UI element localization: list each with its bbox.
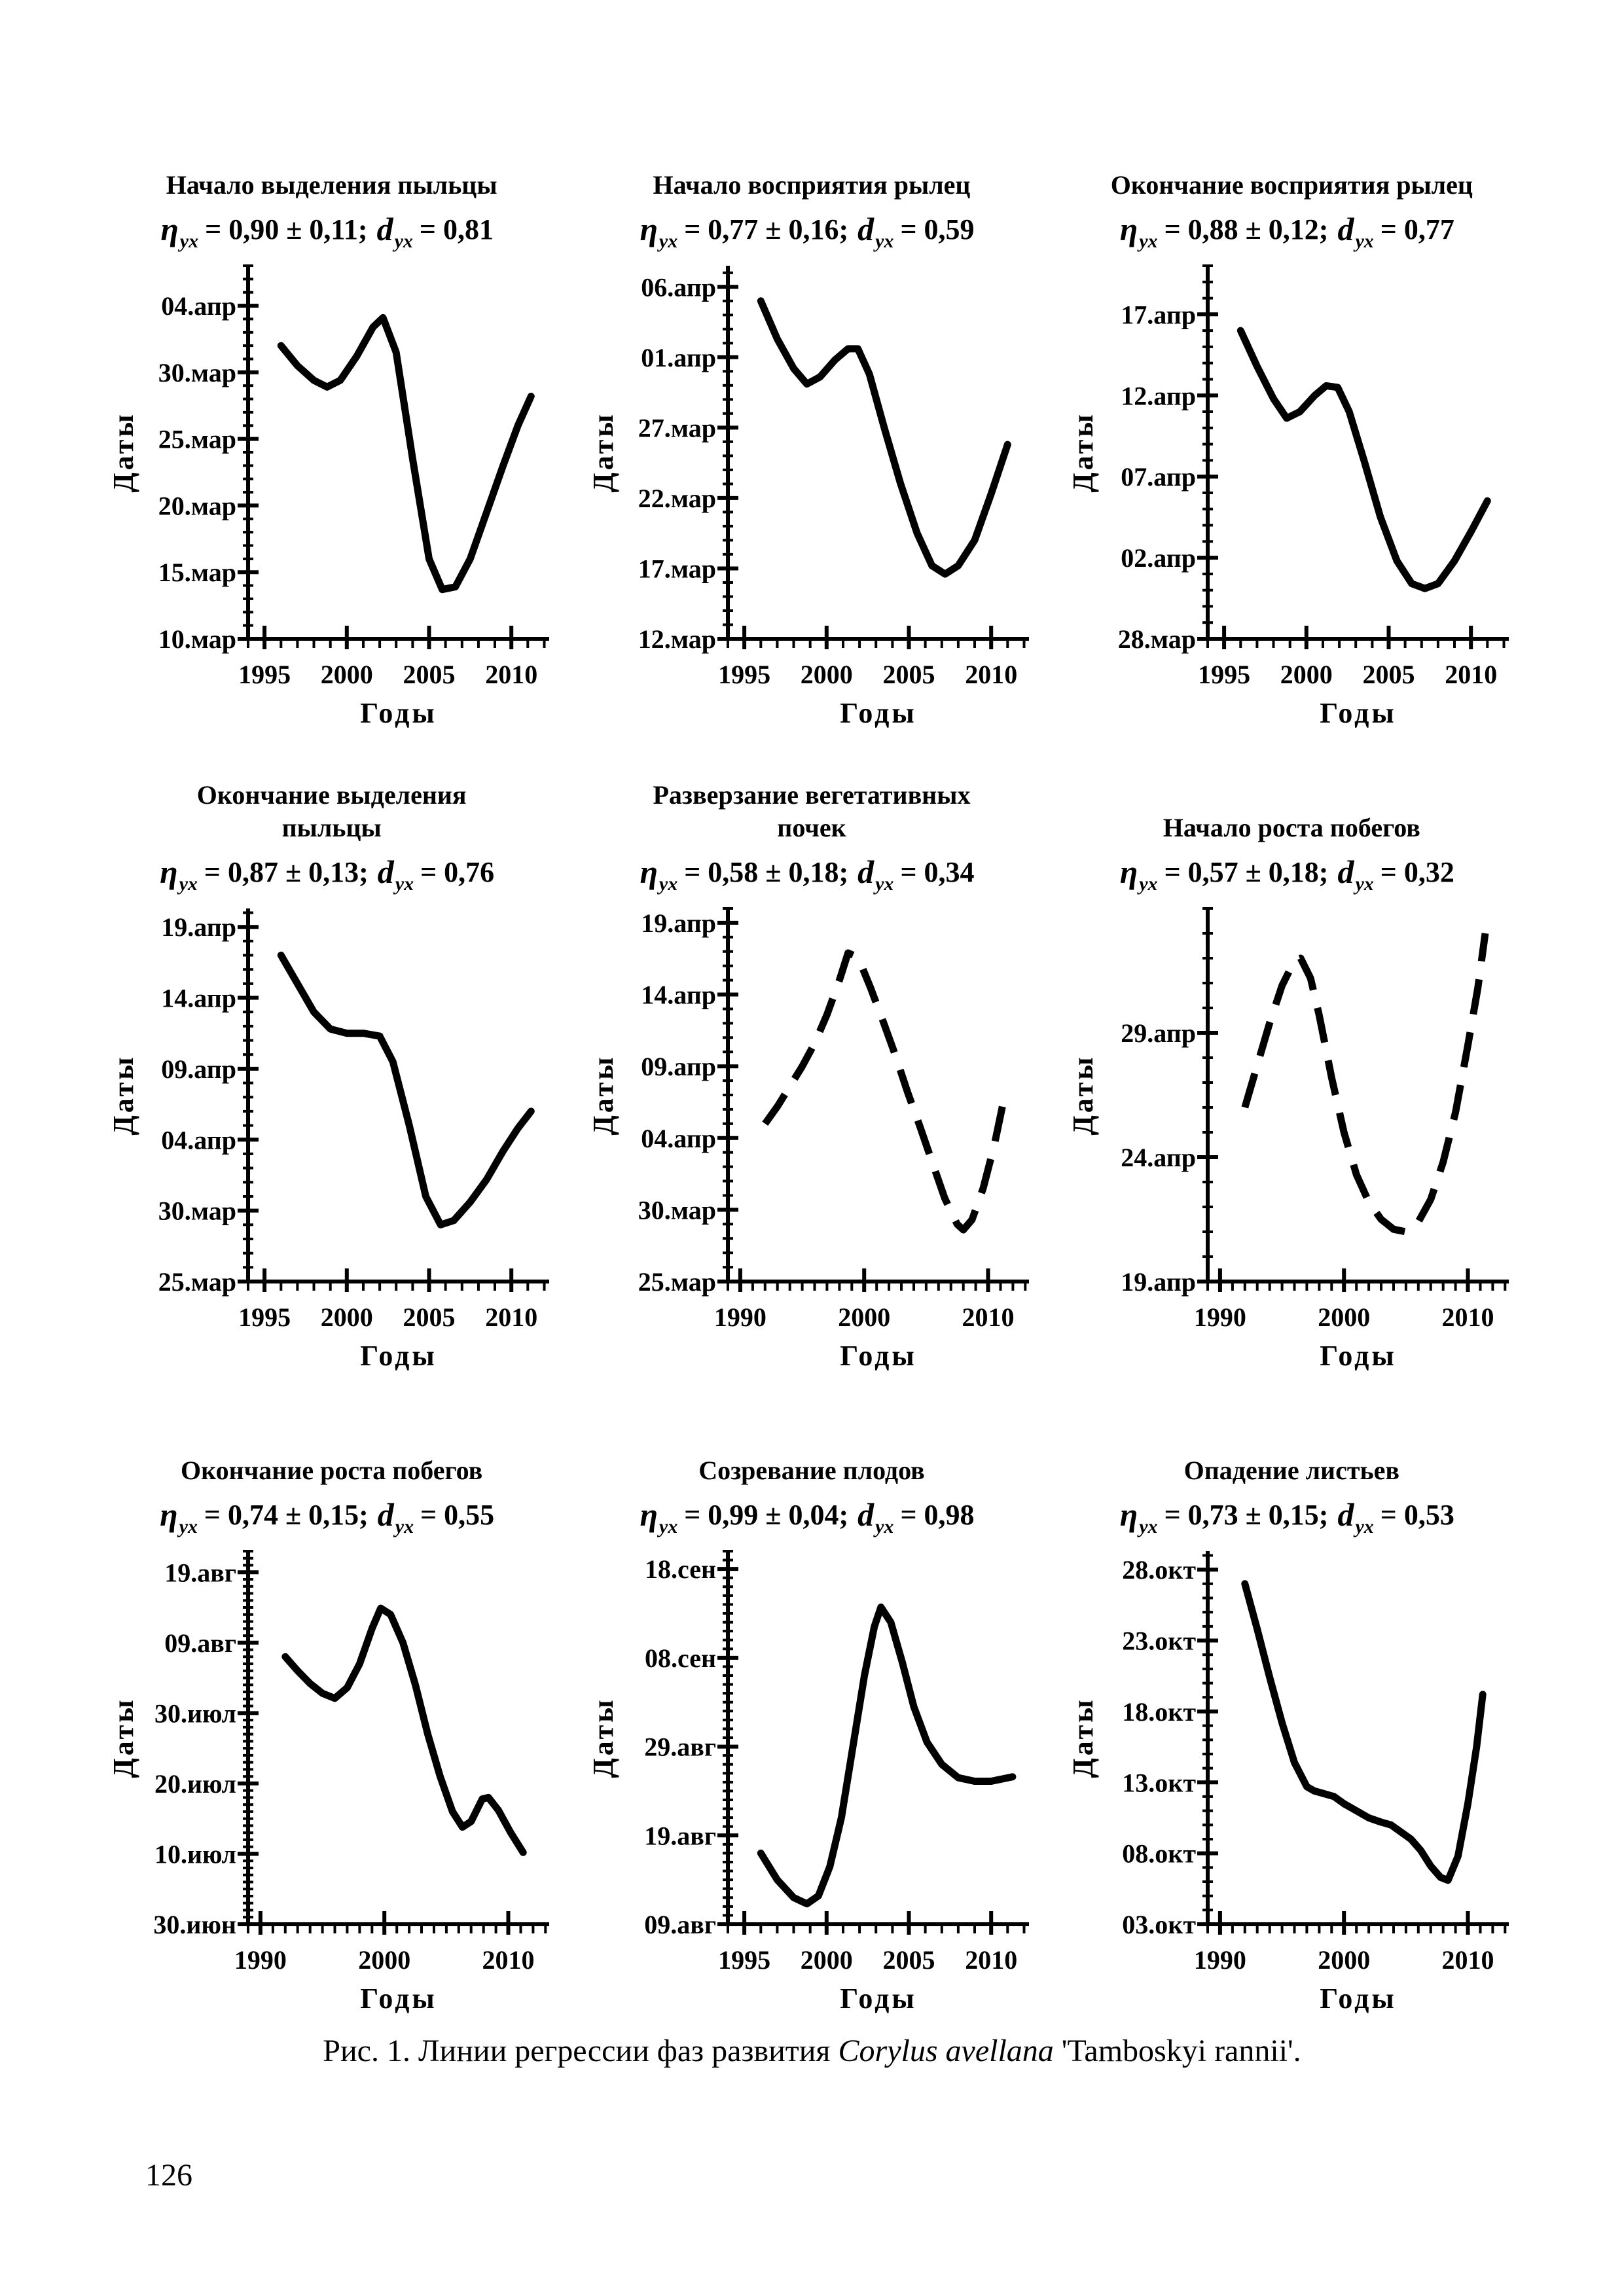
svg-text:1995: 1995	[718, 1945, 771, 1975]
svg-text:03.окт: 03.окт	[1122, 1910, 1197, 1939]
d-symbol: d	[1337, 853, 1354, 890]
eta-value: = 0,73 ± 0,15;	[1164, 1498, 1329, 1531]
svg-text:2000: 2000	[800, 660, 853, 689]
eta-subscript: yx	[1139, 873, 1158, 895]
svg-text:2010: 2010	[1441, 1945, 1494, 1975]
d-value: = 0,98	[900, 1498, 975, 1531]
d-value: = 0,76	[420, 855, 495, 888]
d-subscript: yx	[1355, 873, 1374, 895]
chart-plot	[103, 1542, 561, 2013]
eta-symbol: η	[1119, 853, 1138, 890]
svg-text:29.апр: 29.апр	[1121, 1018, 1197, 1048]
svg-text:30.июн: 30.июн	[153, 1910, 236, 1939]
svg-text:29.авг: 29.авг	[644, 1732, 716, 1762]
svg-text:1995: 1995	[238, 1302, 291, 1332]
svg-text:30.мар: 30.мар	[158, 1196, 236, 1226]
chart-stats	[160, 844, 503, 899]
chart-stats	[160, 202, 503, 257]
svg-text:Годы: Годы	[1320, 1982, 1398, 2013]
svg-text:30.июл: 30.июл	[154, 1698, 236, 1729]
svg-text:Даты: Даты	[1067, 412, 1100, 493]
svg-text:09.авг: 09.авг	[644, 1910, 716, 1939]
svg-text:22.мар: 22.мар	[638, 483, 716, 513]
chart-panel	[578, 1416, 1045, 2013]
eta-value: = 0,99 ± 0,04;	[684, 1498, 849, 1531]
svg-text:19.апр: 19.апр	[641, 908, 716, 938]
chart-panel	[1058, 1416, 1525, 2013]
chart-title: Разверзание вегетативных почек	[653, 780, 971, 842]
svg-text:2000: 2000	[1318, 1945, 1371, 1975]
eta-value: = 0,87 ± 0,13;	[204, 855, 369, 888]
d-symbol: d	[377, 853, 394, 890]
eta-symbol: η	[640, 853, 658, 890]
chart-panel	[578, 131, 1045, 728]
eta-value: = 0,77 ± 0,16;	[684, 213, 849, 245]
d-symbol: d	[857, 1496, 875, 1533]
svg-text:12.апр: 12.апр	[1121, 381, 1197, 411]
svg-text:30.мар: 30.мар	[158, 357, 236, 387]
svg-text:1990: 1990	[234, 1945, 287, 1975]
chart-plot	[583, 899, 1041, 1371]
svg-text:17.мар: 17.мар	[638, 554, 716, 584]
svg-text:2010: 2010	[965, 1945, 1018, 1975]
chart-title: Опадение листьев	[1183, 1456, 1400, 1485]
eta-subscript: yx	[659, 230, 678, 252]
eta-subscript: yx	[659, 1516, 678, 1537]
eta-subscript: yx	[1139, 230, 1158, 252]
svg-text:1995: 1995	[718, 660, 771, 689]
svg-text:04.апр: 04.апр	[160, 1125, 236, 1155]
svg-text:Годы: Годы	[840, 1340, 917, 1371]
chart-panel	[1058, 131, 1525, 728]
svg-text:Даты: Даты	[1067, 1054, 1100, 1136]
chart-plot	[1062, 899, 1521, 1371]
svg-text:Годы: Годы	[359, 1982, 437, 2013]
svg-text:Даты: Даты	[107, 1697, 139, 1778]
figure-grid	[98, 131, 1525, 2013]
eta-subscript: yx	[179, 1516, 198, 1537]
eta-subscript: yx	[659, 873, 678, 895]
eta-value: = 0,58 ± 0,18;	[684, 855, 849, 888]
chart-title: Созревание плодов	[698, 1456, 925, 1485]
svg-text:12.мар: 12.мар	[638, 624, 716, 654]
d-subscript: yx	[1355, 230, 1374, 252]
eta-value: = 0,74 ± 0,15;	[204, 1498, 369, 1531]
chart-plot	[583, 257, 1041, 728]
svg-text:09.апр: 09.апр	[160, 1054, 236, 1084]
eta-subscript: yx	[179, 230, 199, 252]
svg-text:2000: 2000	[357, 1945, 410, 1975]
eta-symbol: η	[160, 211, 179, 247]
svg-text:20.мар: 20.мар	[158, 491, 236, 521]
svg-text:2010: 2010	[482, 1945, 535, 1975]
d-subscript: yx	[395, 1516, 414, 1537]
svg-text:Годы: Годы	[359, 1340, 437, 1371]
svg-text:19.авг: 19.авг	[164, 1558, 236, 1588]
svg-text:25.мар: 25.мар	[638, 1267, 716, 1297]
svg-text:08.окт: 08.окт	[1122, 1839, 1197, 1869]
d-subscript: yx	[1355, 1516, 1374, 1537]
chart-plot	[1062, 1542, 1521, 2013]
svg-text:2005: 2005	[1362, 660, 1415, 689]
svg-text:Даты: Даты	[586, 412, 619, 493]
svg-text:2010: 2010	[484, 1302, 537, 1332]
svg-text:13.окт: 13.окт	[1122, 1768, 1197, 1798]
svg-text:25.мар: 25.мар	[158, 424, 236, 454]
svg-text:19.апр: 19.апр	[1121, 1267, 1197, 1297]
svg-text:09.апр: 09.апр	[641, 1052, 716, 1082]
svg-text:28.мар: 28.мар	[1118, 624, 1197, 654]
eta-subscript: yx	[1139, 1516, 1158, 1537]
d-subscript: yx	[395, 873, 414, 895]
caption-text: Линии регрессии фаз развития	[418, 2034, 831, 2068]
eta-symbol: η	[160, 1496, 178, 1533]
svg-text:04.апр: 04.апр	[160, 291, 236, 321]
svg-text:1995: 1995	[238, 660, 291, 689]
svg-text:07.апр: 07.апр	[1121, 462, 1197, 492]
svg-text:15.мар: 15.мар	[158, 558, 236, 588]
d-symbol: d	[1337, 1496, 1354, 1533]
svg-text:23.окт: 23.окт	[1122, 1626, 1197, 1656]
d-value: = 0,81	[419, 213, 494, 245]
svg-text:Годы: Годы	[359, 697, 437, 728]
svg-text:2005: 2005	[882, 1945, 935, 1975]
eta-symbol: η	[1119, 211, 1138, 247]
d-subscript: yx	[394, 230, 413, 252]
chart-panel	[578, 774, 1045, 1371]
svg-text:2000: 2000	[1280, 660, 1333, 689]
d-value: = 0,55	[420, 1498, 495, 1531]
caption-label: Рис. 1.	[323, 2034, 410, 2068]
d-subscript: yx	[875, 873, 894, 895]
caption-cultivar: 'Tamboskyi rannii'.	[1061, 2034, 1301, 2068]
d-value: = 0,34	[900, 855, 975, 888]
svg-text:Даты: Даты	[107, 412, 139, 493]
svg-text:25.мар: 25.мар	[158, 1267, 236, 1297]
svg-text:2000: 2000	[1318, 1302, 1371, 1332]
svg-text:2000: 2000	[320, 1302, 373, 1332]
svg-text:Годы: Годы	[1320, 697, 1398, 728]
eta-value: = 0,57 ± 0,18;	[1164, 855, 1329, 888]
eta-symbol: η	[160, 853, 178, 890]
d-value: = 0,59	[900, 213, 975, 245]
chart-panel	[98, 131, 565, 728]
svg-text:01.апр: 01.апр	[641, 342, 716, 372]
chart-panel	[1058, 774, 1525, 1371]
svg-text:1990: 1990	[713, 1302, 767, 1332]
svg-text:04.апр: 04.апр	[641, 1123, 716, 1153]
d-symbol: d	[857, 211, 875, 247]
svg-text:2010: 2010	[1441, 1302, 1494, 1332]
svg-text:Даты: Даты	[107, 1054, 139, 1136]
svg-text:08.сен: 08.сен	[644, 1643, 716, 1673]
chart-title: Окончание роста побегов	[181, 1456, 483, 1485]
chart-plot	[583, 1542, 1041, 2013]
svg-text:10.мар: 10.мар	[158, 624, 236, 654]
svg-text:17.апр: 17.апр	[1121, 300, 1197, 330]
page-number: 126	[145, 2158, 192, 2193]
d-value: = 0,32	[1380, 855, 1454, 888]
svg-text:1990: 1990	[1194, 1945, 1247, 1975]
svg-text:2000: 2000	[320, 660, 373, 689]
d-symbol: d	[857, 853, 875, 890]
eta-subscript: yx	[179, 873, 198, 895]
chart-panel	[98, 774, 565, 1371]
chart-stats	[640, 1487, 983, 1542]
chart-plot	[1062, 257, 1521, 728]
chart-title: Окончание выделения пыльцы	[196, 780, 467, 842]
svg-text:10.июл: 10.июл	[154, 1839, 236, 1869]
svg-text:28.окт: 28.окт	[1122, 1555, 1197, 1585]
chart-stats	[1120, 1487, 1464, 1542]
d-symbol: d	[377, 1496, 394, 1533]
chart-stats	[640, 202, 983, 257]
svg-text:19.апр: 19.апр	[160, 912, 236, 942]
chart-stats	[1120, 844, 1464, 899]
svg-text:27.мар: 27.мар	[638, 413, 716, 443]
figure-caption	[0, 2033, 1624, 2069]
d-symbol: d	[1337, 211, 1354, 247]
chart-stats	[160, 1487, 503, 1542]
chart-plot	[103, 899, 561, 1371]
svg-text:2010: 2010	[965, 660, 1018, 689]
svg-text:19.авг: 19.авг	[644, 1821, 716, 1851]
svg-text:24.апр: 24.апр	[1121, 1143, 1197, 1172]
eta-symbol: η	[640, 211, 658, 247]
eta-symbol: η	[640, 1496, 658, 1533]
svg-text:18.окт: 18.окт	[1122, 1696, 1197, 1727]
svg-text:2010: 2010	[1445, 660, 1498, 689]
eta-value: = 0,88 ± 0,12;	[1164, 213, 1329, 245]
d-subscript: yx	[875, 1516, 894, 1537]
svg-text:02.апр: 02.апр	[1121, 543, 1197, 573]
svg-text:2010: 2010	[484, 660, 537, 689]
d-value: = 0,53	[1380, 1498, 1454, 1531]
d-value: = 0,77	[1380, 213, 1454, 245]
eta-symbol: η	[1119, 1496, 1138, 1533]
caption-species: Corylus avellana	[838, 2034, 1054, 2068]
svg-text:1995: 1995	[1198, 660, 1251, 689]
svg-text:09.авг: 09.авг	[164, 1628, 236, 1658]
chart-title: Окончание восприятия рылец	[1110, 170, 1473, 200]
svg-text:2005: 2005	[882, 660, 935, 689]
svg-text:2010: 2010	[962, 1302, 1015, 1332]
svg-text:14.апр: 14.апр	[160, 983, 236, 1013]
eta-value: = 0,90 ± 0,11;	[205, 213, 368, 245]
svg-text:Годы: Годы	[840, 1982, 917, 2013]
chart-title: Начало роста побегов	[1163, 813, 1420, 842]
chart-panel	[98, 1416, 565, 2013]
svg-text:30.мар: 30.мар	[638, 1195, 716, 1225]
svg-text:2005: 2005	[403, 660, 456, 689]
svg-text:14.апр: 14.апр	[641, 980, 716, 1010]
chart-title: Начало выделения пыльцы	[166, 170, 497, 200]
svg-text:2000: 2000	[838, 1302, 891, 1332]
svg-text:18.сен: 18.сен	[644, 1554, 716, 1585]
svg-text:Годы: Годы	[1320, 1340, 1398, 1371]
chart-plot	[103, 257, 561, 728]
svg-text:Даты: Даты	[586, 1697, 619, 1778]
svg-text:Годы: Годы	[840, 697, 917, 728]
svg-text:20.июл: 20.июл	[154, 1768, 236, 1799]
d-subscript: yx	[875, 230, 894, 252]
svg-text:2000: 2000	[800, 1945, 853, 1975]
chart-title: Начало восприятия рылец	[653, 170, 971, 200]
svg-text:Даты: Даты	[586, 1054, 619, 1136]
d-symbol: d	[376, 211, 393, 247]
chart-stats	[640, 844, 983, 899]
chart-stats	[1120, 202, 1464, 257]
svg-text:2005: 2005	[403, 1302, 456, 1332]
svg-text:Даты: Даты	[1067, 1697, 1100, 1778]
svg-text:06.апр: 06.апр	[641, 272, 716, 302]
svg-text:1990: 1990	[1194, 1302, 1247, 1332]
